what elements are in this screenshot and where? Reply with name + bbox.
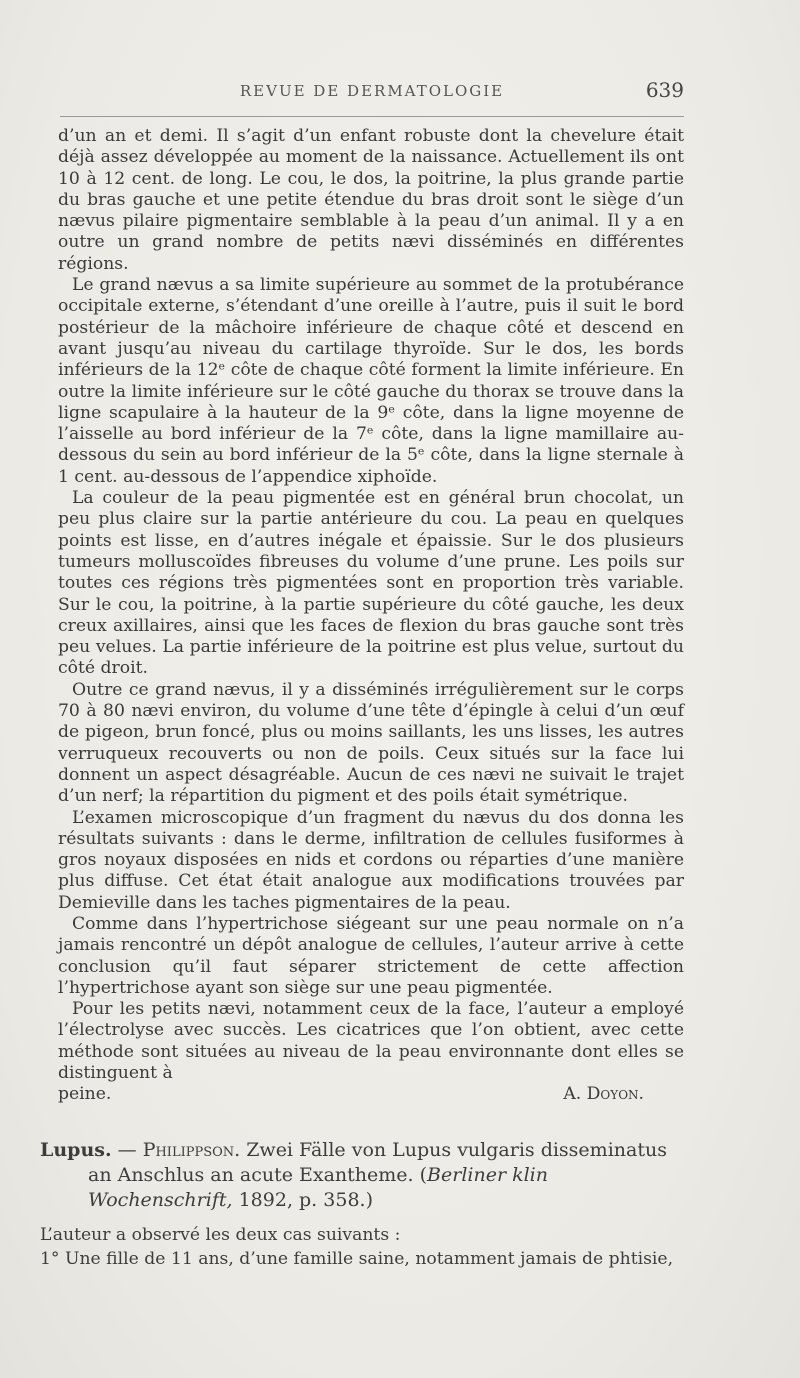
heading-dash: — [111,1139,143,1161]
author-name: Philippson. [142,1139,241,1161]
signature: A. Doyon. [563,1084,644,1105]
section-paragraph: L’auteur a observé les deux cas suivants : [40,1225,401,1245]
source-details: 1892, p. 358.) [232,1189,373,1211]
signature-line [58,1084,684,1105]
paragraph: Comme dans l’hypertrichose siégeant sur une peau normale on n’a jamais rencontré un dépôt analogue de cellules, l’auteur arrive à cette conclusion qu’il faut séparer strictement de cette affection l’hypertrichose ayant son siège sur une peau pigmentée. [58,913,684,998]
source-journal: Berliner klin Wochenschrift, [88,1164,548,1211]
article-body [58,126,684,1106]
section-paragraph: 1° Une fille de 11 ans, d’une famille saine, notamment jamais de phtisie, [40,1249,674,1269]
page-number: 639 [645,78,684,102]
page-header [60,78,684,112]
lupus-section [40,1138,685,1271]
paragraph: La couleur de la peau pigmentée est en général brun chocolat, un peu plus claire sur la partie antérieure du cou. La peau en quelques points est lisse, en d’autres inégale et épaissie. Sur le dos plusieurs tumeurs molluscoïdes fibreuses du volume d’une prune. Les poils sur toutes ces régions très pigmentées sont en proportion très variable. Sur le cou, la poitrine, à la partie supérieure du côté gauche, les deux creux axillaires, ainsi que les faces de flexion du bras gauche sont très peu velues. La partie inférieure de la poitrine est plus velue, surtout du côté droit. [58,488,684,679]
header-rule [60,116,684,117]
paragraph: Pour les petits nævi, notamment ceux de la face, l’auteur a employé l’électrolyse avec succès. Les cicatrices que l’on obtient, avec cette méthode sont situées au niveau de la peau environnante dont elles se distinguent à [58,999,684,1084]
section-heading: Lupus. [40,1139,112,1161]
paragraph: L’examen microscopique d’un fragment du nævus du dos donna les résultats suivants : dans le derme, infiltration de cellules fusiformes à gros noyaux disposées en nids et cordons ou réparties d’une manière plus diffuse. Cet état était analogue aux modifications trouvées par Demieville dans les taches pigmentaires de la peau. [58,807,684,913]
section-heading-block [40,1138,685,1213]
running-title: REVUE DE DERMATOLOGIE [239,82,505,100]
last-word: peine. [58,1084,112,1105]
paragraph: Outre ce grand nævus, il y a disséminés irrégulièrement sur le corps 70 à 80 nævi environ, du volume d’une tête d’épingle à celui d’un œuf de pigeon, brun foncé, plus ou moins saillants, les uns lisses, les autres verruqueux recouverts ou non de poils. Ceux situés sur la face lui donnent un aspect désagréable. Aucun de ces nævi ne suivait le trajet d’un nerf; la répartition du pigment et des poils était symétrique. [58,679,684,807]
paragraph: Le grand nævus a sa limite supérieure au sommet de la protubérance occipitale externe, s’étendant d’une oreille à l’autre, puis il suit le bord postérieur de la mâchoire inférieure de chaque côté et descend en avant jusqu’au niveau du cartilage thyroïde. Sur le dos, les bords inférieurs de la 12ᵉ côte de chaque côté forment la limite inférieure. En outre la limite inférieure sur le côté gauche du thorax se trouve dans la ligne scapulaire à la hauteur de la 9ᵉ côte, dans la ligne moyenne de l’aisselle au bord inférieur de la 7ᵉ côte, dans la ligne mamillaire au-dessous du sein au bord inférieur de la 5ᵉ côte, dans la ligne sternale à 1 cent. au-dessous de l’appendice xiphoïde. [58,275,684,487]
paragraph: d’un an et demi. Il s’agit d’un enfant robuste dont la chevelure était déjà assez développée au moment de la naissance. Actuellement ils ont 10 à 12 cent. de long. Le cou, le dos, la poitrine, la plus grande partie du bras gauche et une petite étendue du bras droit sont le siège d’un nævus pilaire pigmentaire semblable à la peau d’un animal. Il y a en outre un grand nombre de petits nævi disséminés en différentes régions. [58,126,684,274]
article-title: Zwei Fälle von Lupus vulgaris disseminatus an Anschlus an acute Exantheme. ( [88,1139,667,1186]
